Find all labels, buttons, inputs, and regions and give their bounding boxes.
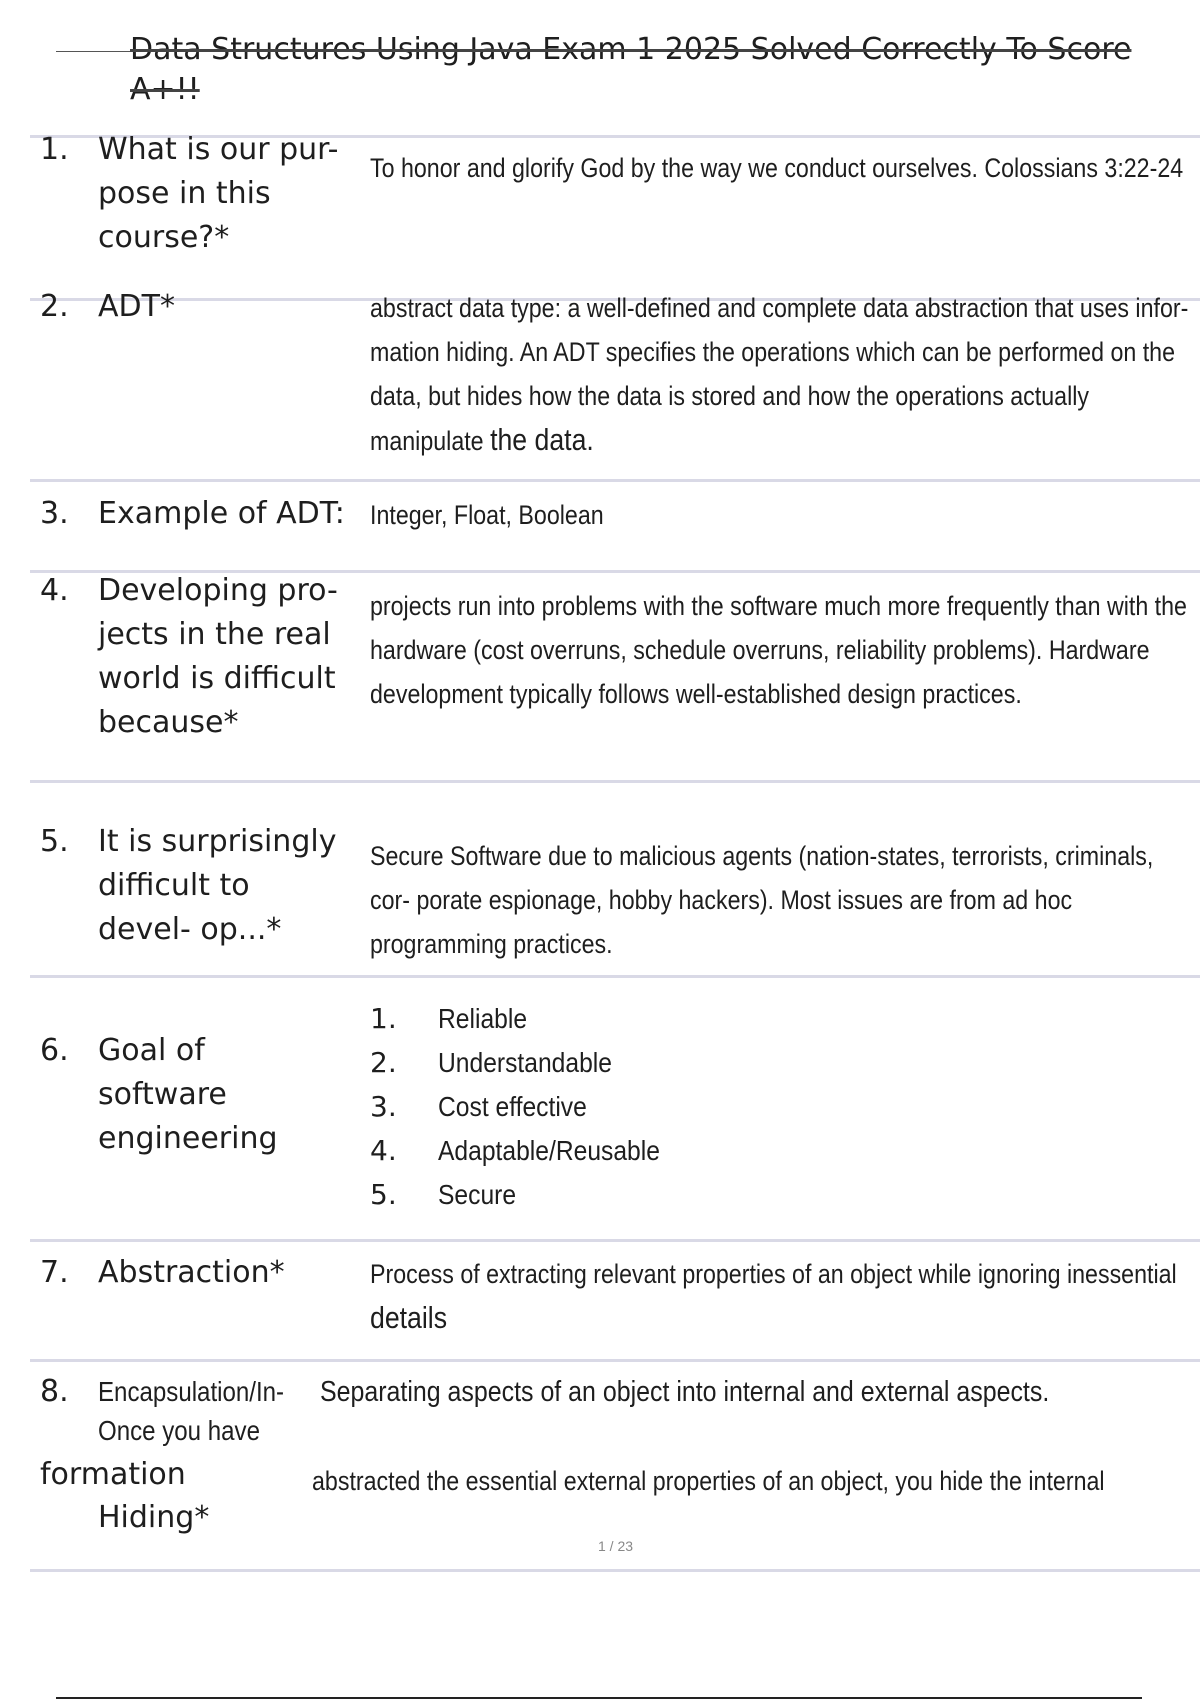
term-line-3: formation [40,1457,186,1492]
list-item-text: Secure [438,1179,517,1210]
answer-line-2: abstracted the essential external properties of an object, you hide the internal [312,1466,1105,1496]
question-number: 8. [40,1374,69,1409]
question-term: ADT* [98,289,175,324]
page-number: 1 / 23 [598,1538,634,1554]
row-divider [30,1359,1200,1362]
question-answer: Secure Software due to malicious agents (nation-states, terrorists, criminals, cor- porate espionage, hobby hackers). Most issues are from ad hoc programming practices. [370,841,1154,959]
document-title [130,30,1190,110]
term-line-1: Encapsulation/In- [98,1376,285,1407]
question-number: 4. [40,573,69,608]
list-item-number: 1. [370,1002,397,1035]
row-divider [30,1239,1200,1242]
list-item [370,1085,690,1129]
footer-rule [56,1697,1142,1699]
title-rule [56,51,130,52]
answer-main: Process of extracting relevant properties of an object while ignoring inessential [370,1259,1177,1289]
answer-main: abstract data type: a well-defined and complete data abstraction that uses infor- mation hiding. An ADT specifies the operations which can be performed on the data, but hides how the data is stored and how the operations actually manipulate [370,293,1189,456]
list-item-number: 2. [370,1046,397,1079]
list-item-number: 3. [370,1090,397,1123]
row-divider [30,780,1200,783]
question-term: Goal of software engineering [98,1033,278,1156]
question-answer [370,1252,1196,1341]
list-item-text: Cost effective [438,1091,587,1122]
title-line-2: A+!! [130,72,200,107]
list-item [370,997,690,1041]
question-term: Abstraction* [98,1255,285,1290]
question-answer: Integer, Float, Boolean [370,500,604,530]
question-term: What is our pur- pose in this course?* [98,132,339,255]
row-divider [30,479,1200,482]
question-number: 7. [40,1255,69,1290]
question-number: 2. [40,289,69,324]
list-item [370,1129,690,1173]
answer-line-1: Separating aspects of an object into internal and external aspects. [320,1376,1050,1408]
title-line-1: Data Structures Using Java Exam 1 2025 Solved Correctly To Score [130,32,1132,67]
question-number: 6. [40,1033,69,1068]
list-item [370,1173,690,1217]
answer-tail: the data. [490,422,594,457]
question-number: 1. [40,132,69,167]
question-answer [370,286,1196,463]
answer-tail: details [370,1300,448,1335]
question-term: It is surprisingly difficult to devel- op...* [98,824,337,947]
list-item-text: Reliable [438,1003,528,1034]
list-item-text: Understandable [438,1047,612,1078]
list-item-number: 4. [370,1134,397,1167]
goal-list [370,997,690,1217]
question-number: 5. [40,824,69,859]
term-line-4: Hiding* [98,1500,210,1535]
question-term: Example of ADT: [98,496,345,531]
row-divider [30,1569,1200,1572]
row-divider [30,975,1200,978]
question-answer: projects run into problems with the software much more frequently than with the hardware (cost overruns, schedule overruns, reliability problems). Hardware development typically follows well-established design practices. [370,591,1187,709]
list-item-text: Adaptable/Reusable [438,1135,660,1166]
question-term: Developing pro- jects in the real world is difficult because* [98,573,338,740]
question-number: 3. [40,496,69,531]
list-item-number: 5. [370,1178,397,1211]
question-answer: To honor and glorify God by the way we conduct ourselves. Colossians 3:22-24 [370,153,1184,183]
term-line-2: Once you have [98,1415,260,1446]
list-item [370,1041,690,1085]
